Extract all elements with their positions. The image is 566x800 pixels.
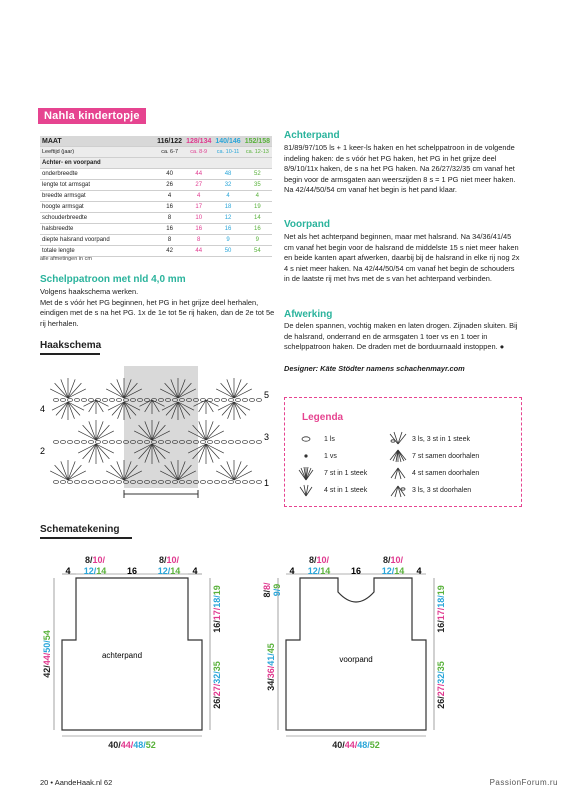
- table-cell: 16: [155, 202, 184, 213]
- table-cell: 17: [184, 202, 213, 213]
- table-cell: 8: [155, 213, 184, 224]
- three-ls-three-st-icon: [390, 432, 406, 444]
- chain-stitch-icon: [88, 481, 93, 484]
- legend-icons-right: [384, 430, 414, 500]
- table-note: alle afmetingen in cm: [40, 256, 92, 262]
- row-label-2: 2: [40, 446, 46, 456]
- table-cell: 40: [155, 169, 184, 180]
- chain-stitch-icon: [228, 481, 233, 484]
- chain-stitch-icon: [53, 441, 58, 444]
- legend-title: Legenda: [302, 412, 344, 423]
- table-cell: 52: [243, 169, 272, 180]
- chain-stitch-icon: [242, 399, 247, 402]
- table-section-label: Achter- en voorpand: [40, 158, 272, 169]
- row-label-1: 1: [264, 478, 270, 488]
- back-length-to-arm: 26/27/32/35: [212, 661, 222, 709]
- table-cell: breedte armsgat: [40, 191, 155, 202]
- table-row: [40, 180, 272, 191]
- front-outline: [286, 578, 426, 730]
- table-cell: 19: [243, 202, 272, 213]
- front-width: 40/44/48/52: [332, 740, 380, 750]
- chain-stitch-icon: [60, 481, 65, 484]
- chain-stitch-icon: [53, 481, 58, 484]
- back-width: 40/44/48/52: [108, 740, 156, 750]
- row-label-5: 5: [264, 390, 270, 400]
- chain-stitch-icon: [242, 481, 247, 484]
- chain-stitch-icon: [95, 441, 100, 444]
- achterpand-text: 81/89/97/105 ls + 1 keer-ls haken en het schelppatroon in de volgende indeling haken: de s vóór het PG haken, het PG in het grijze deel 8/9/10/11x haken, de s na het PG haken. Na 26/27/32/35 cm vanaf het begin voor de armsgaten aan weerszijden 8 s = 1 PG niet meer haken. Na 42/44/50/54 cm vanaf het begin is het pand klaar.: [284, 143, 516, 195]
- chain-stitch-icon: [228, 441, 233, 444]
- table-cell: 14: [243, 213, 272, 224]
- chain-stitch-icon: [102, 481, 107, 484]
- schematic-front: [258, 548, 466, 758]
- chain-stitch-icon: [302, 437, 310, 441]
- chain-stitch-icon: [67, 441, 72, 444]
- front-panel-label: voorpand: [339, 655, 373, 664]
- table-cell: ca. 6-7: [155, 147, 184, 158]
- table-cell: 8: [184, 235, 213, 246]
- seven-st-together-icon: [78, 444, 114, 464]
- chain-stitch-icon: [256, 399, 261, 402]
- table-body: [40, 169, 272, 257]
- chain-stitch-icon: [221, 441, 226, 444]
- chain-stitch-icon: [109, 399, 114, 402]
- front-shoulder-label: 8/10/: [308, 555, 330, 565]
- front-armhole-height: 16/17/18/19: [436, 585, 446, 633]
- table-header-cell: MAAT: [40, 136, 155, 147]
- table-cell: 18: [213, 202, 242, 213]
- table-cell: totale lengte: [40, 246, 155, 257]
- table-row: [40, 191, 272, 202]
- seven-st-together-icon: [218, 402, 250, 420]
- table-cell: 4: [243, 191, 272, 202]
- chain-stitch-icon: [74, 441, 79, 444]
- table-cell: 42: [155, 246, 184, 257]
- table-cell: 44: [184, 246, 213, 257]
- seven-st-in-one-icon: [216, 378, 252, 398]
- chain-stitch-icon: [207, 441, 212, 444]
- table-cell: 9: [213, 235, 242, 246]
- size-table: [40, 136, 272, 257]
- chain-stitch-icon: [81, 441, 86, 444]
- front-neck-depth: 8/8/: [262, 582, 272, 598]
- chain-stitch-icon: [95, 481, 100, 484]
- chain-stitch-icon: [88, 441, 93, 444]
- chain-stitch-icon: [116, 481, 121, 484]
- seven-st-in-one-icon: [78, 420, 114, 440]
- seven-st-in-one-icon: [50, 460, 86, 480]
- table-header-cell: 128/134: [186, 137, 212, 145]
- table-cell: 54: [243, 246, 272, 257]
- back-shoulder-label: 8/10/: [84, 555, 106, 565]
- four-st-together-icon: [391, 468, 405, 479]
- front-neck-depth-2: 9/9: [272, 583, 282, 597]
- crochet-chart: [38, 362, 278, 510]
- row-label-3: 3: [264, 432, 270, 442]
- achterpand-heading: Achterpand: [284, 130, 340, 141]
- table-row: [40, 235, 272, 246]
- table-cell: 4: [213, 191, 242, 202]
- table-cell: Leeftijd (jaar): [40, 147, 155, 158]
- table-row: [40, 169, 272, 180]
- table-row: [40, 202, 272, 213]
- chain-stitch-icon: [235, 441, 240, 444]
- chain-stitch-icon: [200, 481, 205, 484]
- table-cell: 16: [213, 224, 242, 235]
- table-cell: 44: [184, 169, 213, 180]
- page-footer: 20 • AandeHaak.nl 62: [40, 778, 113, 787]
- front-armhole-width-right: 4: [416, 566, 422, 576]
- legend-label: 4 st samen doorhalen: [412, 470, 480, 477]
- legend-label: 3 ls, 3 st doorhalen: [412, 487, 472, 494]
- legend-label: 1 ls: [324, 436, 335, 443]
- chain-stitch-icon: [88, 399, 93, 402]
- chain-stitch-icon: [67, 399, 72, 402]
- heading-underline: [40, 353, 100, 355]
- row-label-4: 4: [40, 404, 46, 414]
- shell-heading: Schelppatroon met nld 4,0 mm: [40, 274, 186, 285]
- chain-stitch-icon: [256, 481, 261, 484]
- table-cell: schouderbreedte: [40, 213, 155, 224]
- four-st-together-icon: [84, 400, 109, 414]
- legend-label: 7 st in 1 steek: [324, 470, 368, 477]
- back-shoulder-label-right-2: 12/14: [157, 566, 181, 576]
- chain-stitch-icon: [109, 481, 114, 484]
- table-cell: 8: [155, 235, 184, 246]
- table-cell: 16: [155, 224, 184, 235]
- table-cell: onderbreedte: [40, 169, 155, 180]
- table-cell: 16: [184, 224, 213, 235]
- back-total-length: 42/44/50/54: [42, 630, 52, 678]
- table-cell: ca. 10-11: [213, 147, 242, 158]
- chain-stitch-icon: [228, 399, 233, 402]
- chain-stitch-icon: [221, 399, 226, 402]
- front-length-to-arm: 26/27/32/35: [436, 661, 446, 709]
- table-cell: 27: [184, 180, 213, 191]
- chain-stitch-icon: [200, 441, 205, 444]
- table-cell: diepte halsrand voorpand: [40, 235, 155, 246]
- shell-text: Volgens haakschema werken. Met de s vóór het PG beginnen, het PG in het grijze deel herhalen, eindigen met de s na het PG. 1x de 1e tot 5e rij haken, dan de 2e tot 5e rij herhalen.: [40, 287, 275, 328]
- chain-stitch-icon: [214, 399, 219, 402]
- legend-label: 3 ls, 3 st in 1 steek: [412, 436, 470, 443]
- table-header-row: [40, 136, 272, 147]
- back-panel-label: achterpand: [101, 651, 143, 660]
- pattern-title: Nahla kindertopje: [38, 108, 146, 124]
- table-cell: 16: [243, 224, 272, 235]
- afwerking-heading: Afwerking: [284, 309, 333, 320]
- schematic-back: [34, 548, 242, 758]
- slip-stitch-icon: [304, 454, 307, 457]
- front-neck-width: 16: [350, 566, 362, 576]
- front-armhole-width-left: 4: [289, 566, 295, 576]
- chain-stitch-icon: [249, 399, 254, 402]
- legend-label: 1 vs: [324, 453, 337, 460]
- haakschema-heading: Haakschema: [40, 340, 102, 351]
- back-shoulder-label-2: 12/14: [83, 566, 107, 576]
- legend-label: 7 st samen doorhalen: [412, 453, 480, 460]
- table-row: [40, 213, 272, 224]
- chain-stitch-icon: [249, 481, 254, 484]
- table-row: [40, 224, 272, 235]
- chain-stitch-icon: [74, 399, 79, 402]
- chain-stitch-icon: [81, 481, 86, 484]
- chain-stitch-icon: [235, 399, 240, 402]
- table-header-cell: 140/146: [215, 137, 241, 145]
- table-cell: 32: [213, 180, 242, 191]
- chain-stitch-icon: [102, 399, 107, 402]
- chain-stitch-icon: [221, 481, 226, 484]
- table-row: [40, 246, 272, 257]
- chain-stitch-icon: [116, 399, 121, 402]
- seven-st-in-one-icon: [299, 467, 313, 480]
- table-header-cell: 116/122: [157, 137, 183, 145]
- chain-stitch-icon: [116, 441, 121, 444]
- table-age-row: [40, 147, 272, 158]
- chain-stitch-icon: [60, 441, 65, 444]
- designer-credit: Designer: Käte Stödter namens schachenmayr.com: [284, 364, 465, 373]
- table-cell: 50: [213, 246, 242, 257]
- table-cell: 4: [184, 191, 213, 202]
- chain-stitch-icon: [109, 441, 114, 444]
- back-armhole-width-left: 4: [65, 566, 71, 576]
- seven-st-together-icon: [52, 402, 84, 420]
- table-section-row: [40, 158, 272, 169]
- table-cell: 4: [155, 191, 184, 202]
- back-armhole-height: 16/17/18/19: [212, 585, 222, 633]
- voorpand-text: Net als het achterpand beginnen, maar met halsrand. Na 34/36/41/45 cm vanaf het begin voor de halsrand de middelste 15 s niet meer haken en beide kanten apart afwerken, daarbij bij de halsrand in elke rij nog 2x 4 s niet meer haken. Na 42/44/50/54 cm vanaf het begin de schouders in de laatste rij met hvs met de s van het achterpand verbinden.: [284, 232, 520, 284]
- chain-stitch-icon: [53, 399, 58, 402]
- chain-stitch-icon: [67, 481, 72, 484]
- table-cell: 26: [155, 180, 184, 191]
- four-st-in-one-icon: [300, 485, 312, 496]
- chain-stitch-icon: [214, 481, 219, 484]
- chain-stitch-icon: [256, 441, 261, 444]
- table-cell: 35: [243, 180, 272, 191]
- table-cell: lengte tot armsgat: [40, 180, 155, 191]
- back-armhole-width-right: 4: [192, 566, 198, 576]
- table-cell: ca. 8-9: [184, 147, 213, 158]
- heading-underline: [40, 537, 132, 539]
- chain-stitch-icon: [60, 399, 65, 402]
- watermark: PassionForum.ru: [489, 778, 558, 787]
- voorpand-heading: Voorpand: [284, 219, 330, 230]
- front-shoulder-label-right-2: 12/14: [381, 566, 405, 576]
- legend-label: 4 st in 1 steek: [324, 487, 368, 494]
- chain-stitch-icon: [242, 441, 247, 444]
- back-shoulder-label-right: 8/10/: [158, 555, 180, 565]
- schematekening-heading: Schematekening: [40, 524, 120, 535]
- chain-stitch-icon: [249, 441, 254, 444]
- table-cell: halsbreedte: [40, 224, 155, 235]
- front-shoulder-label-2: 12/14: [307, 566, 331, 576]
- table-header-cell: 152/158: [244, 137, 270, 145]
- seven-st-together-icon: [390, 450, 406, 462]
- front-length-to-neck: 34/36/41/45: [266, 643, 276, 691]
- chain-stitch-icon: [214, 441, 219, 444]
- table-cell: 10: [184, 213, 213, 224]
- front-shoulder-label-right: 8/10/: [382, 555, 404, 565]
- table-cell: 12: [213, 213, 242, 224]
- afwerking-text: De delen spannen, vochtig maken en laten drogen. Zijnaden sluiten. Bij de halsrand, onderrand en de armsgaten 1 toer vs en 1 toer in schelppatroon haken. De draden met de borduurnaald instoppen. ●: [284, 321, 518, 352]
- chain-stitch-icon: [81, 399, 86, 402]
- seven-st-in-one-icon: [216, 460, 252, 480]
- back-neck-width: 16: [126, 566, 138, 576]
- table-cell: hoogte armsgat: [40, 202, 155, 213]
- three-ls-three-st-through-icon: [391, 486, 405, 497]
- table-cell: 48: [213, 169, 242, 180]
- chain-stitch-icon: [74, 481, 79, 484]
- chain-stitch-icon: [235, 481, 240, 484]
- table-cell: ca. 12-13: [243, 147, 272, 158]
- seven-st-in-one-icon: [50, 378, 86, 398]
- chain-stitch-icon: [102, 441, 107, 444]
- chain-stitch-icon: [207, 481, 212, 484]
- table-cell: 9: [243, 235, 272, 246]
